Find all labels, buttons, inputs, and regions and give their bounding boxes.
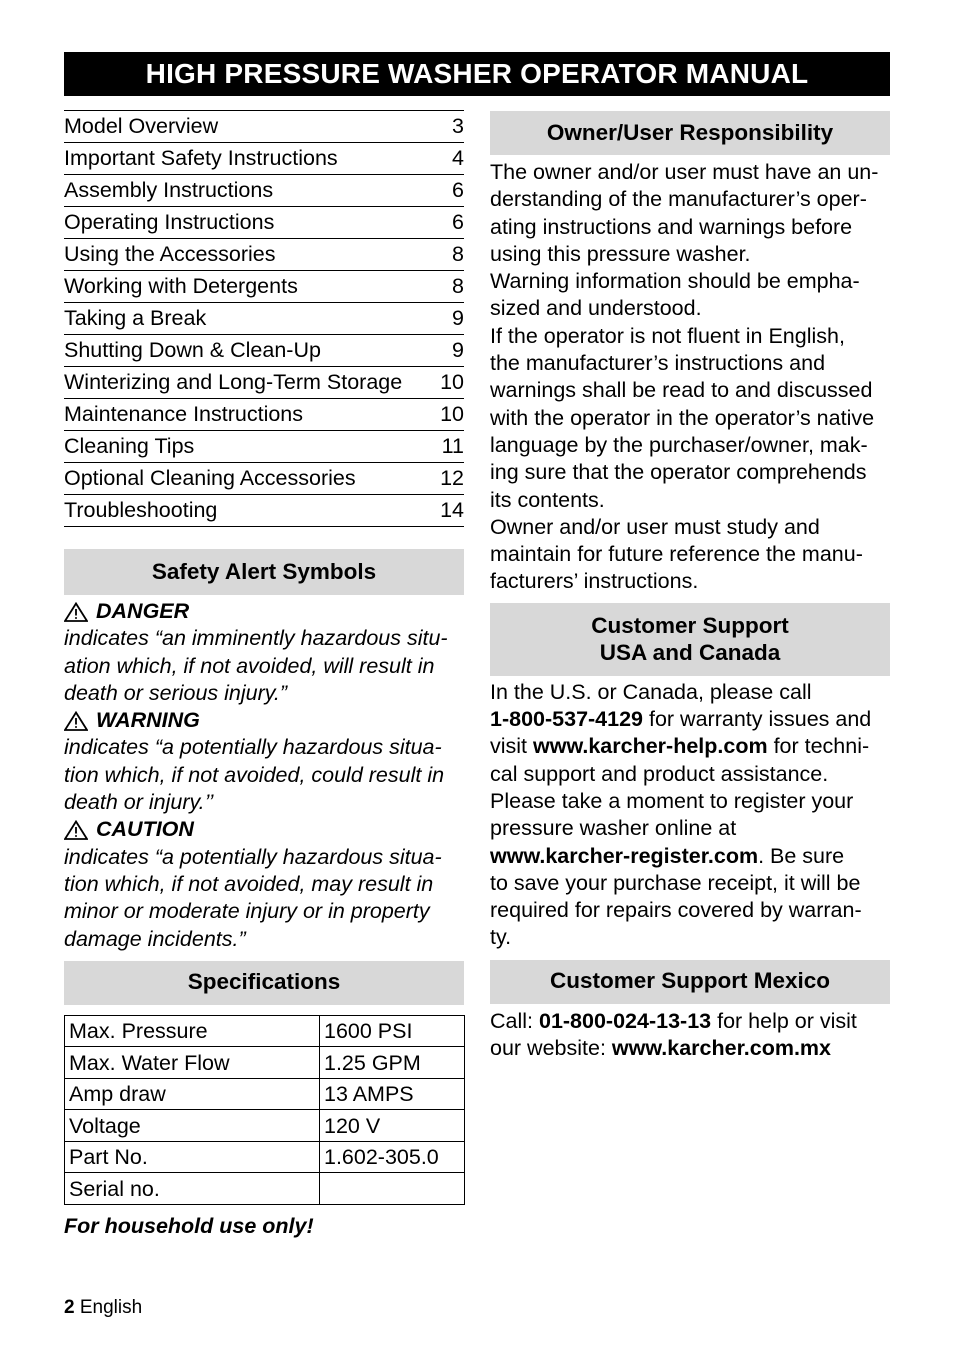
mexico-website-link[interactable]: www.karcher.com.mx <box>611 1036 831 1061</box>
table-row <box>65 1141 465 1173</box>
toc-page: 9 <box>452 338 464 362</box>
spec-label: Amp draw <box>65 1078 320 1110</box>
support-mx-text <box>490 1008 890 1063</box>
support-mx-heading: Customer Support Mexico <box>490 960 890 1004</box>
owner-line: Warning information should be empha- <box>490 269 860 294</box>
left-column <box>64 110 464 1240</box>
toc-row[interactable] <box>64 111 464 143</box>
owner-heading: Owner/User Responsibility <box>490 111 890 155</box>
spec-label: Part No. <box>65 1141 320 1173</box>
owner-line: facturers’ instructions. <box>490 569 699 594</box>
toc-page: 12 <box>440 466 464 490</box>
spec-label: Max. Water Flow <box>65 1047 320 1079</box>
toc-page: 8 <box>452 274 464 298</box>
support-us-text-span: . Be sure <box>758 843 845 868</box>
toc-page: 10 <box>440 402 464 426</box>
toc-page: 6 <box>452 178 464 202</box>
support-us-line <box>490 733 890 760</box>
support-us-line: Please take a moment to register your <box>490 788 854 813</box>
owner-line: the manufacturer’s instructions and <box>490 351 826 376</box>
toc-row[interactable] <box>64 495 464 527</box>
table-row <box>65 1173 465 1205</box>
help-website-link[interactable]: www.karcher-help.com <box>533 734 768 759</box>
support-us-line: In the U.S. or Canada, please call <box>490 679 812 704</box>
danger-line: death or serious injury.” <box>64 680 288 705</box>
toc-row[interactable] <box>64 239 464 271</box>
toc-page: 6 <box>452 210 464 234</box>
toc-label: Model Overview <box>64 114 219 138</box>
caution-label: CAUTION <box>96 817 194 842</box>
safety-heading: Safety Alert Symbols <box>64 549 464 595</box>
support-us-heading <box>490 603 890 676</box>
support-us-line <box>490 843 890 870</box>
spec-value: 120 V <box>320 1110 465 1142</box>
owner-line: maintain for future reference the manu- <box>490 542 863 567</box>
toc-page: 14 <box>440 498 464 522</box>
toc-label: Troubleshooting <box>64 498 218 522</box>
spec-value: 1.25 GPM <box>320 1047 465 1079</box>
spec-label: Serial no. <box>65 1173 320 1205</box>
table-row <box>65 1110 465 1142</box>
owner-text <box>490 159 890 596</box>
toc-page: 9 <box>452 306 464 330</box>
support-us-line <box>490 706 890 733</box>
table-row <box>65 1015 465 1047</box>
owner-line: its contents. <box>490 487 605 512</box>
support-mx-text-span: for help or visit <box>711 1008 857 1033</box>
page-footer <box>64 1296 142 1320</box>
serial-number-value <box>320 1173 465 1205</box>
page-number: 2 <box>64 1297 75 1318</box>
toc-page: 11 <box>441 434 464 458</box>
caution-title <box>64 816 464 843</box>
caution-line: indicates “a potentially hazardous situa- <box>64 844 442 869</box>
caution-line: minor or moderate injury or in property <box>64 899 430 924</box>
warning-line: tion which, if not avoided, could result in <box>64 762 445 787</box>
support-us-line: required for repairs covered by warran- <box>490 898 862 923</box>
spec-label: Max. Pressure <box>65 1015 320 1047</box>
toc-page: 8 <box>452 242 464 266</box>
support-mx-text-span: Call: <box>490 1008 539 1033</box>
toc-row[interactable] <box>64 431 464 463</box>
warning-line: indicates “a potentially hazardous situa- <box>64 735 442 760</box>
toc-label: Using the Accessories <box>64 242 276 266</box>
owner-line: ating instructions and warnings before <box>490 214 853 239</box>
toc-row[interactable] <box>64 175 464 207</box>
toc-page: 3 <box>452 114 464 138</box>
owner-line: The owner and/or user must have an un- <box>490 160 879 184</box>
owner-line: ing sure that the operator comprehends <box>490 460 867 485</box>
support-us-text-span: for warranty issues and <box>643 707 872 732</box>
toc-label: Optional Cleaning Accessories <box>64 466 356 490</box>
household-note: For household use only! <box>64 1213 314 1238</box>
toc-row[interactable] <box>64 271 464 303</box>
toc-row[interactable] <box>64 143 464 175</box>
owner-line: derstanding of the manufacturer’s oper- <box>490 187 867 212</box>
support-mx-line <box>490 1008 890 1035</box>
toc-page: 4 <box>452 146 464 170</box>
support-us-text-span: for techni- <box>767 734 870 759</box>
owner-line: Owner and/or user must study and <box>490 514 820 539</box>
toc-label: Taking a Break <box>64 306 207 330</box>
support-mx-line <box>490 1035 890 1062</box>
caution-line: damage incidents.” <box>64 926 246 951</box>
toc-row[interactable] <box>64 463 464 495</box>
support-us-line: to save your purchase receipt, it will be <box>490 870 861 895</box>
warning-line: death or injury.’’ <box>64 790 214 815</box>
owner-line: with the operator in the operator’s native <box>490 405 875 430</box>
table-row <box>65 1078 465 1110</box>
right-column <box>490 111 890 1062</box>
footer-language: English <box>74 1297 143 1318</box>
register-website-link[interactable]: www.karcher-register.com <box>490 843 759 868</box>
table-of-contents <box>64 110 464 527</box>
support-us-line: ty. <box>490 925 512 950</box>
danger-line: ation which, if not avoided, will result in <box>64 653 435 678</box>
spec-label: Voltage <box>65 1110 320 1142</box>
toc-label: Winterizing and Long-Term Storage <box>64 370 403 394</box>
warning-triangle-icon <box>64 711 88 731</box>
support-us-text <box>490 679 890 952</box>
mx-phone-number[interactable]: 01-800-024-13-13 <box>538 1008 712 1033</box>
toc-row[interactable] <box>64 207 464 239</box>
danger-line: indicates “an imminently hazardous situ- <box>64 626 448 651</box>
us-phone-number[interactable]: 1-800-537-4129 <box>490 707 644 732</box>
support-us-line: pressure washer online at <box>490 816 737 841</box>
danger-label: DANGER <box>96 599 190 623</box>
toc-label: Assembly Instructions <box>64 178 274 202</box>
toc-row[interactable] <box>64 303 464 335</box>
toc-row[interactable] <box>64 335 464 367</box>
safety-alerts <box>64 598 464 953</box>
spec-value: 1.602-305.0 <box>320 1141 465 1173</box>
toc-row[interactable] <box>64 399 464 431</box>
toc-label: Maintenance Instructions <box>64 402 304 426</box>
toc-label: Shutting Down & Clean-Up <box>64 338 321 362</box>
owner-line: If the operator is not fluent in English, <box>490 323 845 348</box>
specs-table <box>64 1015 465 1205</box>
specs-heading: Specifications <box>64 961 464 1005</box>
owner-line: using this pressure washer. <box>490 241 751 266</box>
support-us-text-span: visit <box>490 734 533 759</box>
toc-row[interactable] <box>64 367 464 399</box>
warning-title <box>64 707 464 734</box>
warning-triangle-icon <box>64 602 88 622</box>
owner-line: warnings shall be read to and discussed <box>490 378 873 403</box>
support-us-line: cal support and product assistance. <box>490 761 829 786</box>
toc-label: Working with Detergents <box>64 274 298 298</box>
toc-label: Important Safety Instructions <box>64 146 338 170</box>
support-us-heading-line1: Customer Support <box>591 613 789 639</box>
toc-page: 10 <box>440 370 464 394</box>
manual-title: HIGH PRESSURE WASHER OPERATOR MANUAL <box>64 52 890 96</box>
toc-label: Operating Instructions <box>64 210 275 234</box>
caution-line: tion which, if not avoided, may result in <box>64 871 434 896</box>
warning-triangle-icon <box>64 820 88 840</box>
support-mx-text-span: our website: <box>490 1036 612 1061</box>
toc-label: Cleaning Tips <box>64 434 195 458</box>
spec-value: 1600 PSI <box>320 1015 465 1047</box>
danger-title <box>64 598 464 625</box>
owner-line: language by the purchaser/owner, mak- <box>490 432 868 457</box>
support-us-heading-line2: USA and Canada <box>599 640 781 666</box>
owner-line: sized and understood. <box>490 296 702 321</box>
warning-label: WARNING <box>96 708 200 733</box>
table-row <box>65 1047 465 1079</box>
spec-value: 13 AMPS <box>320 1078 465 1110</box>
